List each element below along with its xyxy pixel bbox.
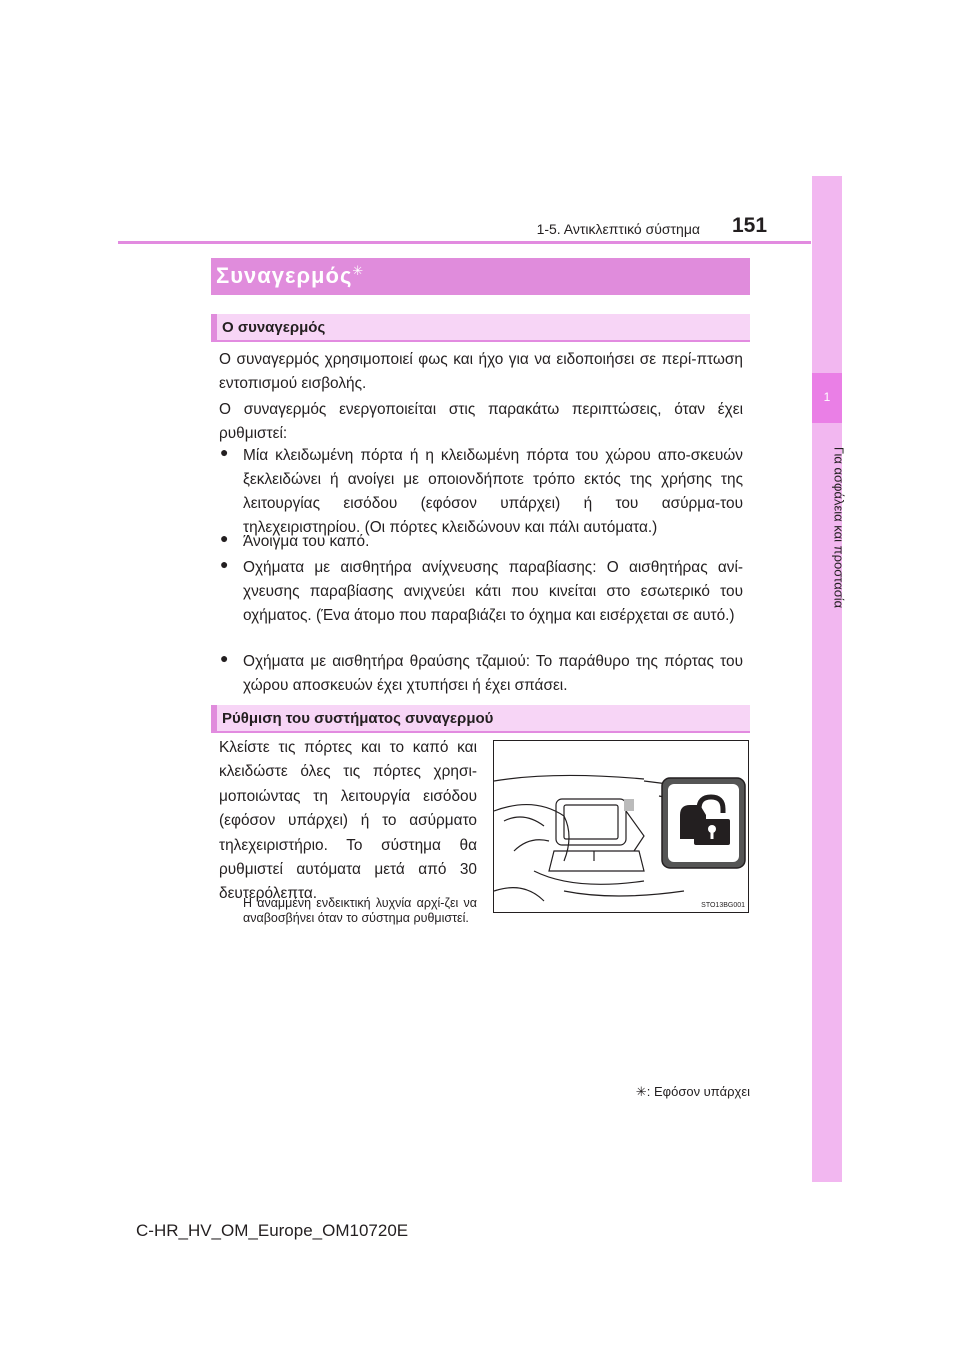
chapter-side-tab [812, 176, 842, 1182]
bullet-icon: ● [220, 556, 229, 572]
heading-edge [211, 705, 217, 731]
conditions-paragraph: Ο συναγερμός ενεργοποιείται στις παρακάτω περιπτώσεις, όταν έχει ρυθμιστεί: [219, 401, 743, 442]
indicator-light [624, 799, 634, 811]
bullet-icon: ● [220, 650, 229, 666]
section-heading: Ο συναγερμός [222, 319, 326, 336]
header-section-title: 1-5. Αντικλεπτικό σύστημα [536, 221, 700, 237]
indicator-note: Η αναμμένη ενδεικτική λυχνία αρχί-ζει να αναβοσβήνει όταν το σύστημα ρυθμιστεί. [243, 896, 477, 925]
section-heading: Ρύθμιση του συστήματος συναγερμού [222, 710, 494, 727]
setting-instructions: Κλείστε τις πόρτες και το καπό και κλειδώστε όλες τις πόρτες χρησι-μοποιώντας τη λειτουργία εισόδου (εφόσον υπάρχει) ή το ασύρματο τηλεχειριστήριο. Το σύστημα θα ρυθμιστεί αυτόματα μετά από 30 δευτερόλεπτα. [219, 739, 477, 903]
header-rule [118, 241, 811, 244]
footnote: ✳: Εφόσον υπάρχει [635, 1084, 750, 1099]
dashboard-drawing [494, 741, 749, 913]
bullet-item: Άνοιγμα του καπό. [243, 533, 370, 550]
figure-code: STO13BG001 [701, 902, 745, 909]
asterisk-icon: ✳ [352, 263, 365, 278]
section-heading-bar [211, 705, 750, 733]
section-heading-bar [211, 314, 750, 342]
page-title-text: Συναγερμός [216, 263, 353, 288]
bullet-item: Οχήματα με αισθητήρα ανίχνευσης παραβίασης: Ο αισθητήρας ανί-χνευσης παραβίασης ανιχνεύει κάτι που κινείται στο εσωτερικό του οχήματος. (Ένα άτομο που παραβιάζει το όχημα και εισέρχεται σε αυτό.) [243, 559, 743, 624]
bullet-item: Μία κλειδωμένη πόρτα ή η κλειδωμένη πόρτα του χώρου απο-σκευών ξεκλειδώνει ή ανοίγει με οποιονδήποτε τρόπο εκτός της χρήσης της λειτουργίας εισόδου (εφόσον υπάρχει) ή του ασύρμα-του τηλεχειριστηρίου. (Οι πόρτες κλειδώνουν και πάλι αυτόματα.) [243, 447, 743, 536]
chapter-title: Για ασφάλεια και προστασία [831, 446, 847, 609]
bullet-icon: ● [220, 530, 229, 546]
bullet-item: Οχήματα με αισθητήρα θραύσης τζαμιού: Το παράθυρο της πόρτας του χώρου αποσκευών έχει χτυπήσει ή έχει σπάσει. [243, 653, 743, 694]
chapter-number: 1 [823, 390, 831, 404]
dashboard-illustration [493, 740, 749, 913]
page-number: 151 [732, 214, 768, 237]
page-title [216, 263, 364, 289]
document-id: C-HR_HV_OM_Europe_OM10720E [136, 1221, 409, 1240]
intro-paragraph: Ο συναγερμός χρησιμοποιεί φως και ήχο για να ειδοποιήσει σε περί-πτωση εντοπισμού εισβολής. [219, 351, 743, 392]
heading-edge [211, 314, 217, 340]
bullet-icon: ● [220, 444, 229, 460]
